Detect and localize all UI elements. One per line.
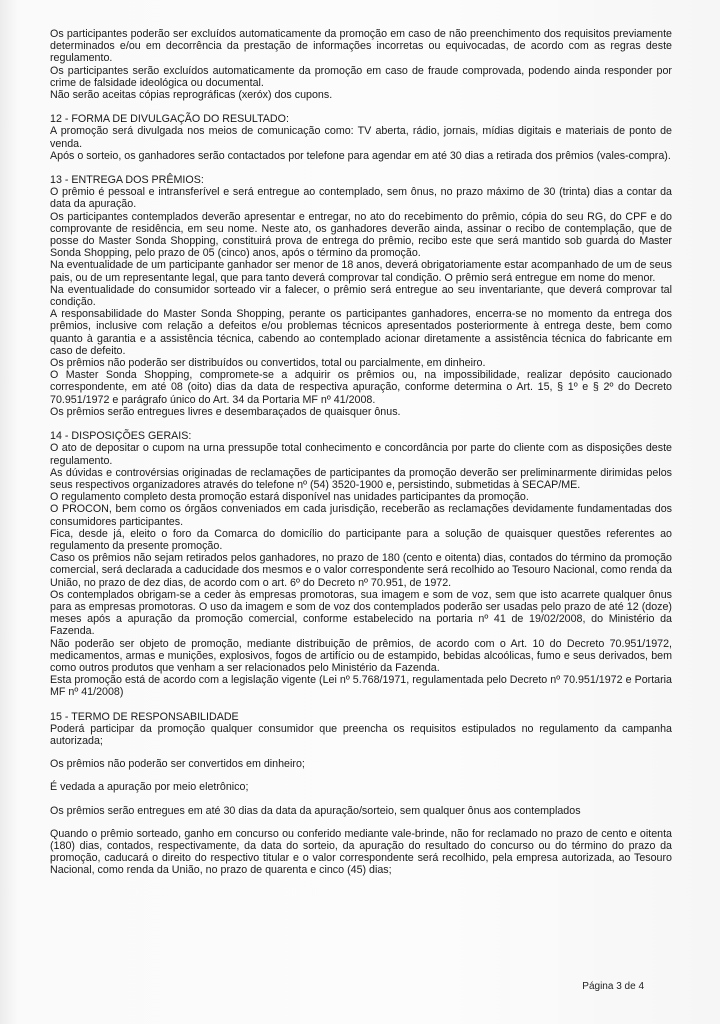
section-14-paragraph: O ato de depositar o cupom na urna pressupõe total conhecimento e concordância por parte do cliente com as disposições deste regulamento. <box>50 442 672 467</box>
section-12-heading: 12 - FORMA DE DIVULGAÇÃO DO RESULTADO: <box>50 113 289 126</box>
document-body <box>50 28 672 877</box>
section-13-paragraph: O Master Sonda Shopping, compromete-se a adquirir os prêmios ou, na impossibilidade, realizar depósito caucionado correspondente, em até 08 (oito) dias da data de respectiva apuração, conforme determina o Art. 15, § 1º e § 2º do Decreto 70.951/1972 e parágrafo único do Art. 34 da Portaria MF nº 41/2008. <box>50 369 672 406</box>
section-13-paragraph: Os participantes contemplados deverão apresentar e entregar, no ato do recebimento do prêmio, cópia do seu RG, do CPF e do comprovante de residência, em seu nome. Neste ato, os ganhadores deverão ainda, assinar o recibo de contemplação, que de posse do Master Sonda Shopping, constituirá prova de entrega do prêmio, recibo este que será mantido sob guarda do Master Sonda Shopping, pelo prazo de 05 (cinco) anos, após o término da promoção. <box>50 210 672 260</box>
section-14-paragraph: Não poderão ser objeto de promoção, mediante distribuição de prêmios, de acordo com o Art. 10 do Decreto 70.951/1972, medicamentos, armas e munições, explosivos, fogos de artifício ou de estampido, bebidas alcoólicas, fumo e seus derivados, bem como outros produtos que venham a ser relacionados pelo Ministério da Fazenda. <box>50 637 672 674</box>
intro-paragraph: Os participantes poderão ser excluídos automaticamente da promoção em caso de não preenchimento dos requisitos previamente determinados e/ou em decorrência da prestação de informações incorretas ou equivocadas, de acordo com as regras deste regulamento. <box>50 28 672 65</box>
section-14-paragraph: Os contemplados obrigam-se a ceder às empresas promotoras, sua imagem e som de voz, sem que isto acarrete qualquer ônus para as empresas promotoras. O uso da imagem e som de voz dos contemplados poderão ser usadas pelo prazo de até 12 (doze) meses após a apuração da promoção comercial, conforme estabelecido na portaria nº 41 de 19/02/2008, do Ministério da Fazenda. <box>50 588 672 638</box>
section-13-heading: 13 - ENTREGA DOS PRÊMIOS: <box>50 174 204 187</box>
section-14-paragraph: O PROCON, bem como os órgãos conveniados em cada jurisdição, receberão as reclamações devidamente fundamentadas dos consumidores participantes. <box>50 503 672 528</box>
section-15-paragraph: É vedada a apuração por meio eletrônico; <box>50 781 249 794</box>
section-13-paragraph: Os prêmios não poderão ser distribuídos ou convertidos, total ou parcialmente, em dinheiro. <box>50 357 486 370</box>
section-13-paragraph: A responsabilidade do Master Sonda Shopping, perante os participantes ganhadores, encerra-se no momento da entrega dos prêmios, inclusive com relação a defeitos e/ou problemas técnicos apresentados posteriormente à entrega deste, bem como quanto à garantia e a assistência técnica, cabendo ao contemplado acionar diretamente a assistência técnica do fabricante em caso de defeito. <box>50 308 672 357</box>
intro-paragraph: Os participantes serão excluídos automaticamente da promoção em caso de fraude comprovada, podendo ainda responder por crime de falsidade ideológica ou documental. <box>50 64 672 89</box>
section-14-paragraph: As dúvidas e controvérsias originadas de reclamações de participantes da promoção deverão ser preliminarmente dirimidas pelos seus respectivos organizadores através do telefone nº (54) 3520-1900 e, persistindo, submetidas à SECAP/ME. <box>50 466 672 491</box>
intro-paragraph: Não serão aceitas cópias reprográficas (xeróx) dos cupons. <box>50 89 333 102</box>
section-14-paragraph: O regulamento completo desta promoção estará disponível nas unidades participantes da promoção. <box>50 491 529 504</box>
section-15-paragraph: Os prêmios não poderão ser convertidos em dinheiro; <box>50 758 305 771</box>
section-14-paragraph: Esta promoção está de acordo com a legislação vigente (Lei nº 5.768/1971, regulamentada pelo Decreto nº 70.951/1972 e Portaria MF nº 41/2008) <box>50 674 672 699</box>
section-13-paragraph: Na eventualidade do consumidor sorteado vir a falecer, o prêmio será entregue ao seu inventariante, que deverá comprovar tal condição. <box>50 283 672 309</box>
section-14-heading: 14 - DISPOSIÇÕES GERAIS: <box>50 430 192 443</box>
section-15-paragraph: Poderá participar da promoção qualquer consumidor que preencha os requisitos estipulados no regulamento da campanha autorizada; <box>50 722 672 747</box>
section-13-paragraph: Na eventualidade de um participante ganhador ser menor de 18 anos, deverá obrigatoriamente estar acompanhado de um de seus pais, ou de um representante legal, que para tanto deverá comprovar tal condição. O prêmio será entregue em nome do menor. <box>50 259 672 284</box>
section-14-paragraph: Fica, desde já, eleito o foro da Comarca do domicílio do participante para a solução de quaisquer questões referentes ao regulamento da presente promoção. <box>50 527 672 552</box>
section-13-paragraph: Os prêmios serão entregues livres e desembaraçados de quaisquer ônus. <box>50 405 401 418</box>
section-14-paragraph: Caso os prêmios não sejam retirados pelos ganhadores, no prazo de 180 (cento e oitenta) dias, contados do término da promoção comercial, será declarada a caducidade dos mesmos e o valor correspondente será recolhido ao Tesouro Nacional, como renda da União, no prazo de dez dias, de acordo com o art. 6º do Decreto nº 70.951, de 1972. <box>50 552 672 589</box>
section-12-paragraph: Após o sorteio, os ganhadores serão contactados por telefone para agendar em até 30 dias a retirada dos prêmios (vales-compra). <box>50 149 671 162</box>
section-12-paragraph: A promoção será divulgada nos meios de comunicação como: TV aberta, rádio, jornais, mídias digitais e materiais de ponto de venda. <box>50 125 672 150</box>
section-15-paragraph: Os prêmios serão entregues em até 30 dias da data da apuração/sorteio, sem qualquer ônus aos contemplados <box>50 804 581 817</box>
section-15-paragraph: Quando o prêmio sorteado, ganho em concurso ou conferido mediante vale-brinde, não for reclamado no prazo de cento e oitenta (180) dias, contados, respectivamente, da data do sorteio, da apuração do resultado do concurso ou do término do prazo da promoção, caducará o direito do respectivo titular e o valor correspondente será recolhido, pela empresa autorizada, ao Tesouro Nacional, como renda da União, no prazo de quarenta e cinco (45) dias; <box>50 827 672 877</box>
section-15-heading: 15 - TERMO DE RESPONSABILIDADE <box>50 710 239 723</box>
section-13-paragraph: O prêmio é pessoal e intransferível e será entregue ao contemplado, sem ônus, no prazo máximo de 30 (trinta) dias a contar da data da apuração. <box>50 186 672 211</box>
page-number: Página 3 de 4 <box>582 981 644 992</box>
